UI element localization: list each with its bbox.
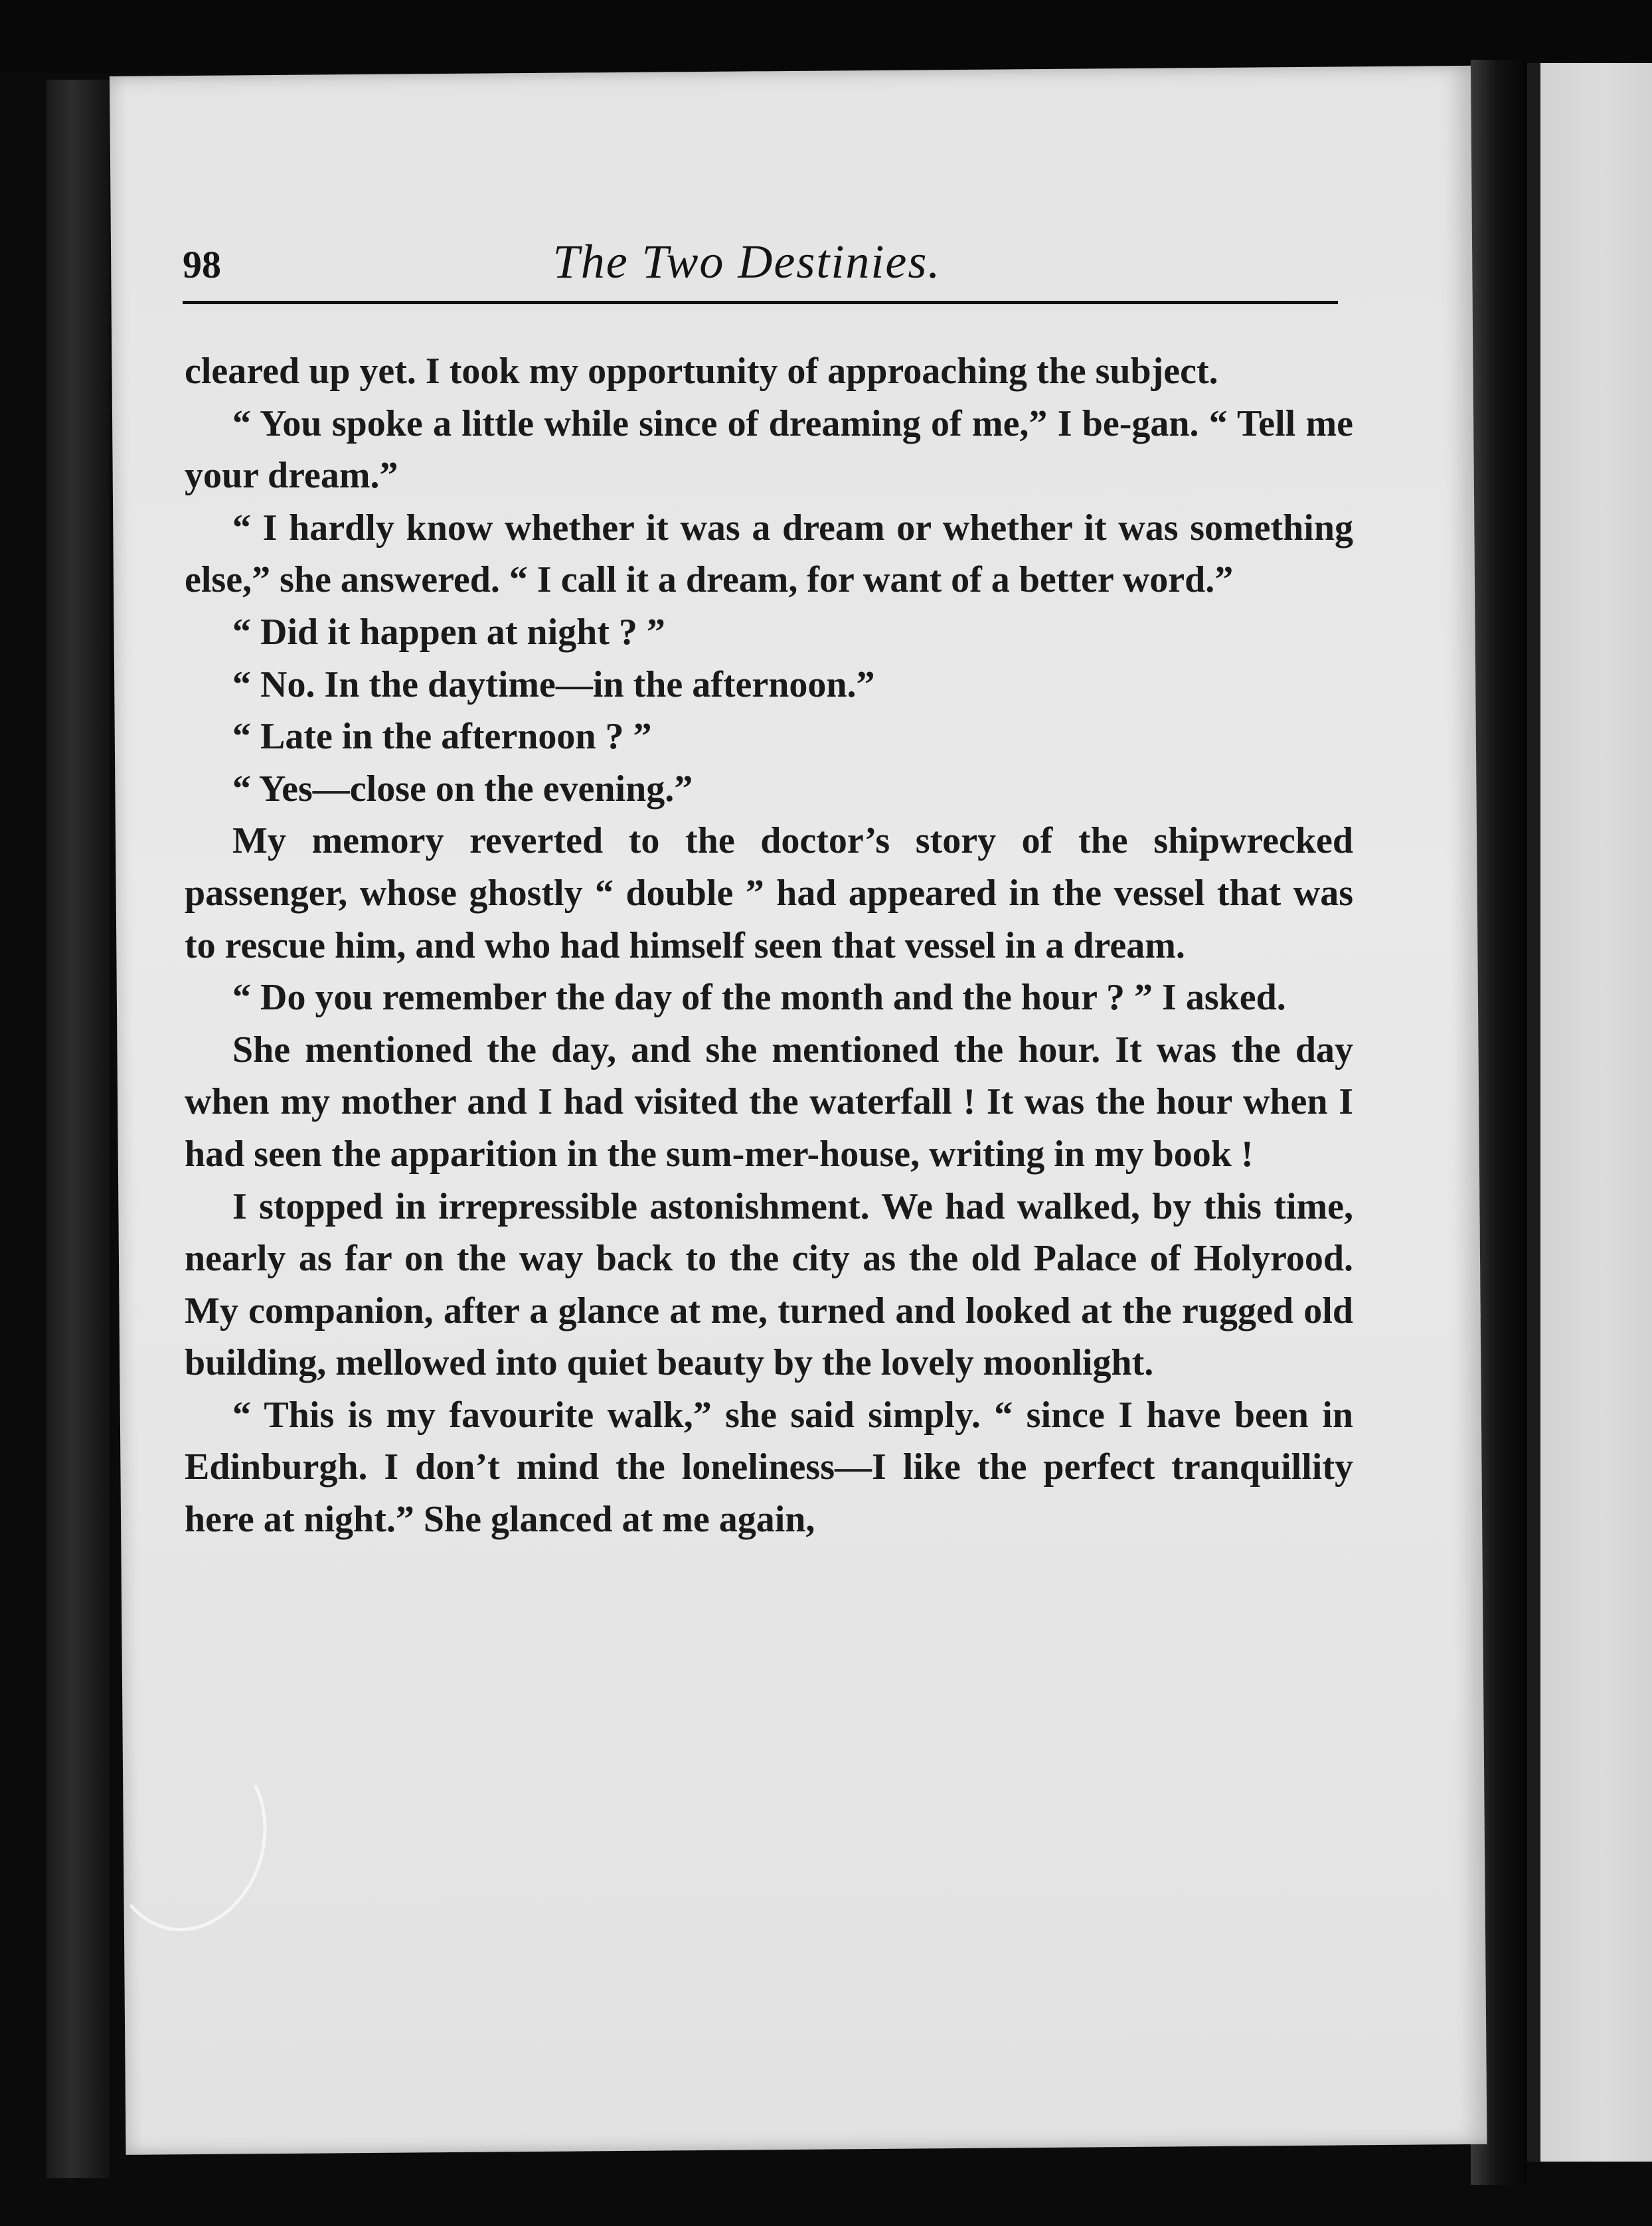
running-head (183, 163, 1345, 296)
page-body-text (185, 345, 1353, 1546)
paragraph: “ You spoke a little while since of dreaming of me,” I be-gan. “ Tell me your dream.” (185, 402, 1353, 497)
paragraph: “ Late in the afternoon ? ” (232, 716, 652, 758)
facing-page-shadow (1527, 63, 1540, 2162)
paragraph: “ No. In the daytime—in the afternoon.” (232, 663, 875, 705)
paragraph: “ I hardly know whether it was a dream or whether it was something else,” she answered. “ I call it a dream, for want of a better word.” (185, 507, 1353, 601)
paragraph: I stopped in irrepressible astonishment. We had walked, by this time, nearly as far on the way back to the city as the old Palace of Holyrood. My companion, after a glance at me, turned and looked at the rugged old building, mellowed into quiet beauty by the lovely moonlight. (185, 1185, 1353, 1384)
paragraph: “ Did it happen at night ? ” (232, 611, 665, 653)
book-title: The Two Destinies. (552, 235, 942, 288)
header-rule (183, 301, 1338, 304)
paragraph: “ Do you remember the day of the month and the hour ? ” I asked. (232, 977, 1286, 1019)
paragraph: “ This is my favourite walk,” she said simply. “ since I have been in Edinburgh. I don’t mind the loneliness—I like the perfect tranquillity here at night.” She glanced at me again, (185, 1394, 1353, 1541)
paragraph: She mentioned the day, and she mentioned the hour. It was the day when my mother and I had visited the waterfall ! It was the hour when I had seen the apparition in the sum-mer-house, writing in my book ! (185, 1029, 1353, 1175)
paragraph: cleared up yet. I took my opportunity of approaching the subject. (185, 351, 1218, 392)
facing-page-edge (1527, 63, 1652, 2162)
scan-top-border (0, 0, 1652, 73)
scan-smudge-mark (126, 1773, 272, 1946)
page-number: 98 (183, 243, 221, 286)
paragraph: My memory reverted to the doctor’s story of the shipwrecked passenger, whose ghostly “ double ” had appeared in the vessel that was to rescue him, and who had himself seen that vessel in a dream. (185, 820, 1353, 966)
book-binding-left (46, 80, 110, 2178)
paragraph: “ Yes—close on the evening.” (232, 768, 693, 810)
